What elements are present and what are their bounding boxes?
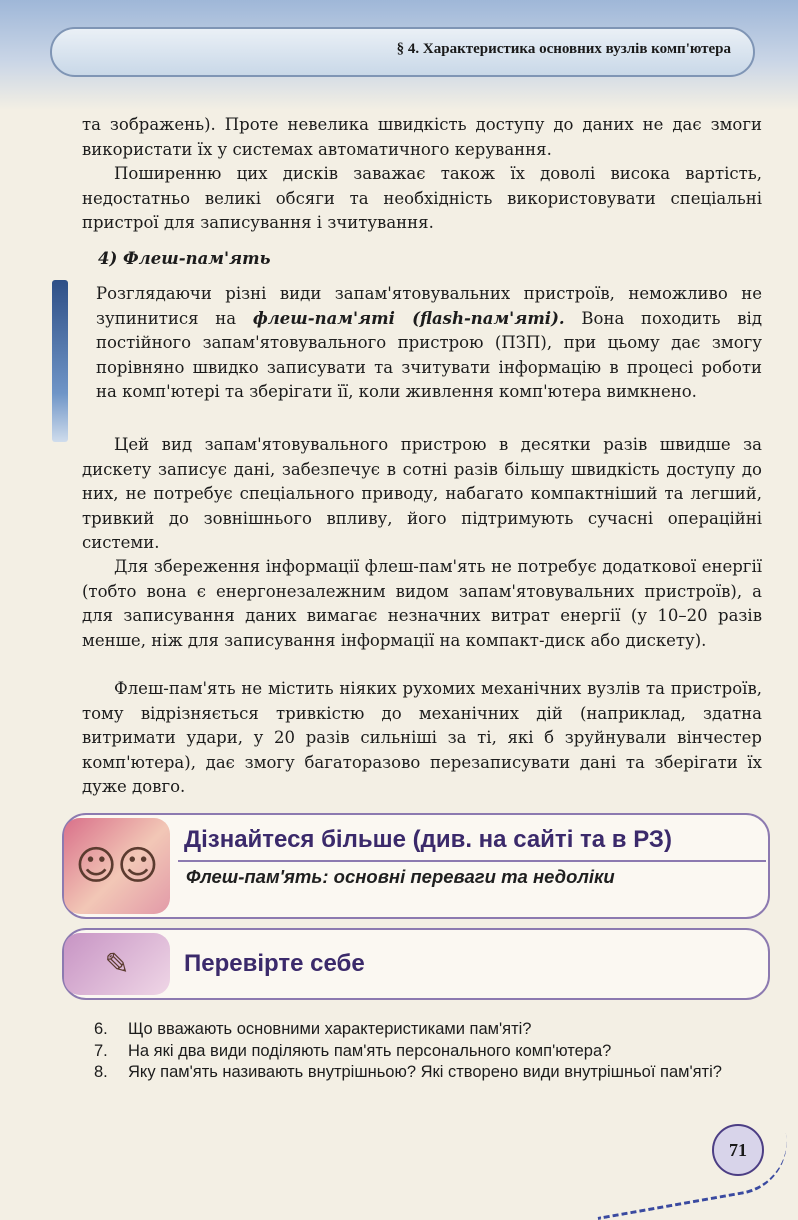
definition-term: флеш-пам'яті (flash-пам'яті). xyxy=(252,308,565,328)
learn-more-title: Дізнайтеся більше (див. на сайті та в РЗ) xyxy=(184,826,672,853)
subheading-flash-memory: 4) Флеш-пам'ять xyxy=(98,249,271,268)
question-item: 7. На які два види поділяють пам'ять персонального комп'ютера? xyxy=(94,1041,612,1060)
paragraph-continued: та зображень). Проте невелика швидкість доступу до даних не дає змоги використати їх у системах автоматичного керування. Поширенню цих дисків заважає також їх доволі висока вартість, недостатньо великі обсяги та необхідність використовувати спеціальні пристрої для записування і зчитування. xyxy=(82,113,762,236)
paragraph-cost: Поширенню цих дисків заважає також їх доволі висока вартість, недостатньо великі обсяги та необхідність використовувати спеціальні пристрої для записування і зчитування. xyxy=(82,164,762,232)
self-check-title: Перевірте себе xyxy=(184,950,365,977)
mouse-character-icon: ✎ xyxy=(104,946,130,982)
question-item: 6. Що вважають основними характеристиками пам'яті? xyxy=(94,1020,532,1038)
learn-more-divider xyxy=(178,860,766,862)
definition-marker-bar xyxy=(52,280,68,442)
decorative-swoosh xyxy=(589,1133,795,1220)
self-check-illustration xyxy=(64,933,170,995)
section-header xyxy=(50,27,755,77)
learn-more-topic[interactable]: Флеш-пам'ять: основні переваги та недоліки xyxy=(186,866,615,887)
definition-paragraph: Розглядаючи різні види запам'ятовувальних пристроїв, неможливо не зупинитися на флеш-пам'яті (flash-пам'яті). Вона походить від постійного запам'ятовувального пристрою (ПЗП), при цьому дає змогу порівняно швидко записувати та зчитувати інформацію в процесі роботи на комп'ютері та зберігати її, коли живлення комп'ютера вимкнено. xyxy=(96,284,762,401)
paragraph-durability: Флеш-пам'ять не містить ніяких рухомих механічних вузлів та пристроїв, тому відрізняється тривкістю до механічних дій (наприклад, здатна витримати удари, у 20 разів сильніші за ті, які б зруйнували вінчестер комп'ютера), дає змогу багаторазово перезаписувати дані та зберігати їх дуже довго. xyxy=(82,679,762,796)
paragraph-speed: Цей вид запам'ятовувального пристрою в десятки разів швидше за дискету записує дані, забезпечує в сотні разів більшу швидкість доступу до них, не потребує спеціального приводу, набагато компактніший та легший, тривкий до зовнішнього впливу, його підтримують сучасні операційні системи. xyxy=(82,435,762,552)
page-number: 71 xyxy=(712,1124,764,1176)
paragraph-energy: Для збереження інформації флеш-пам'ять не потребує додаткової енергії (тобто вона є енергонезалежним видом запам'ятовувальних пристроїв), а для записування даних вимагає незначних витрат енергії (у 10–20 разів менше, ніж для записування інформації на компакт-диск або дискету). xyxy=(82,557,762,650)
question-list xyxy=(94,1019,764,1084)
section-title: § 4. Характеристика основних вузлів комп'ютера xyxy=(396,41,731,57)
reading-characters-icon: ☺☺ xyxy=(75,843,159,889)
learn-more-illustration xyxy=(64,818,170,914)
question-item: 8. Яку пам'ять називають внутрішньою? Які створено види внутрішньої пам'яті? xyxy=(94,1063,722,1081)
